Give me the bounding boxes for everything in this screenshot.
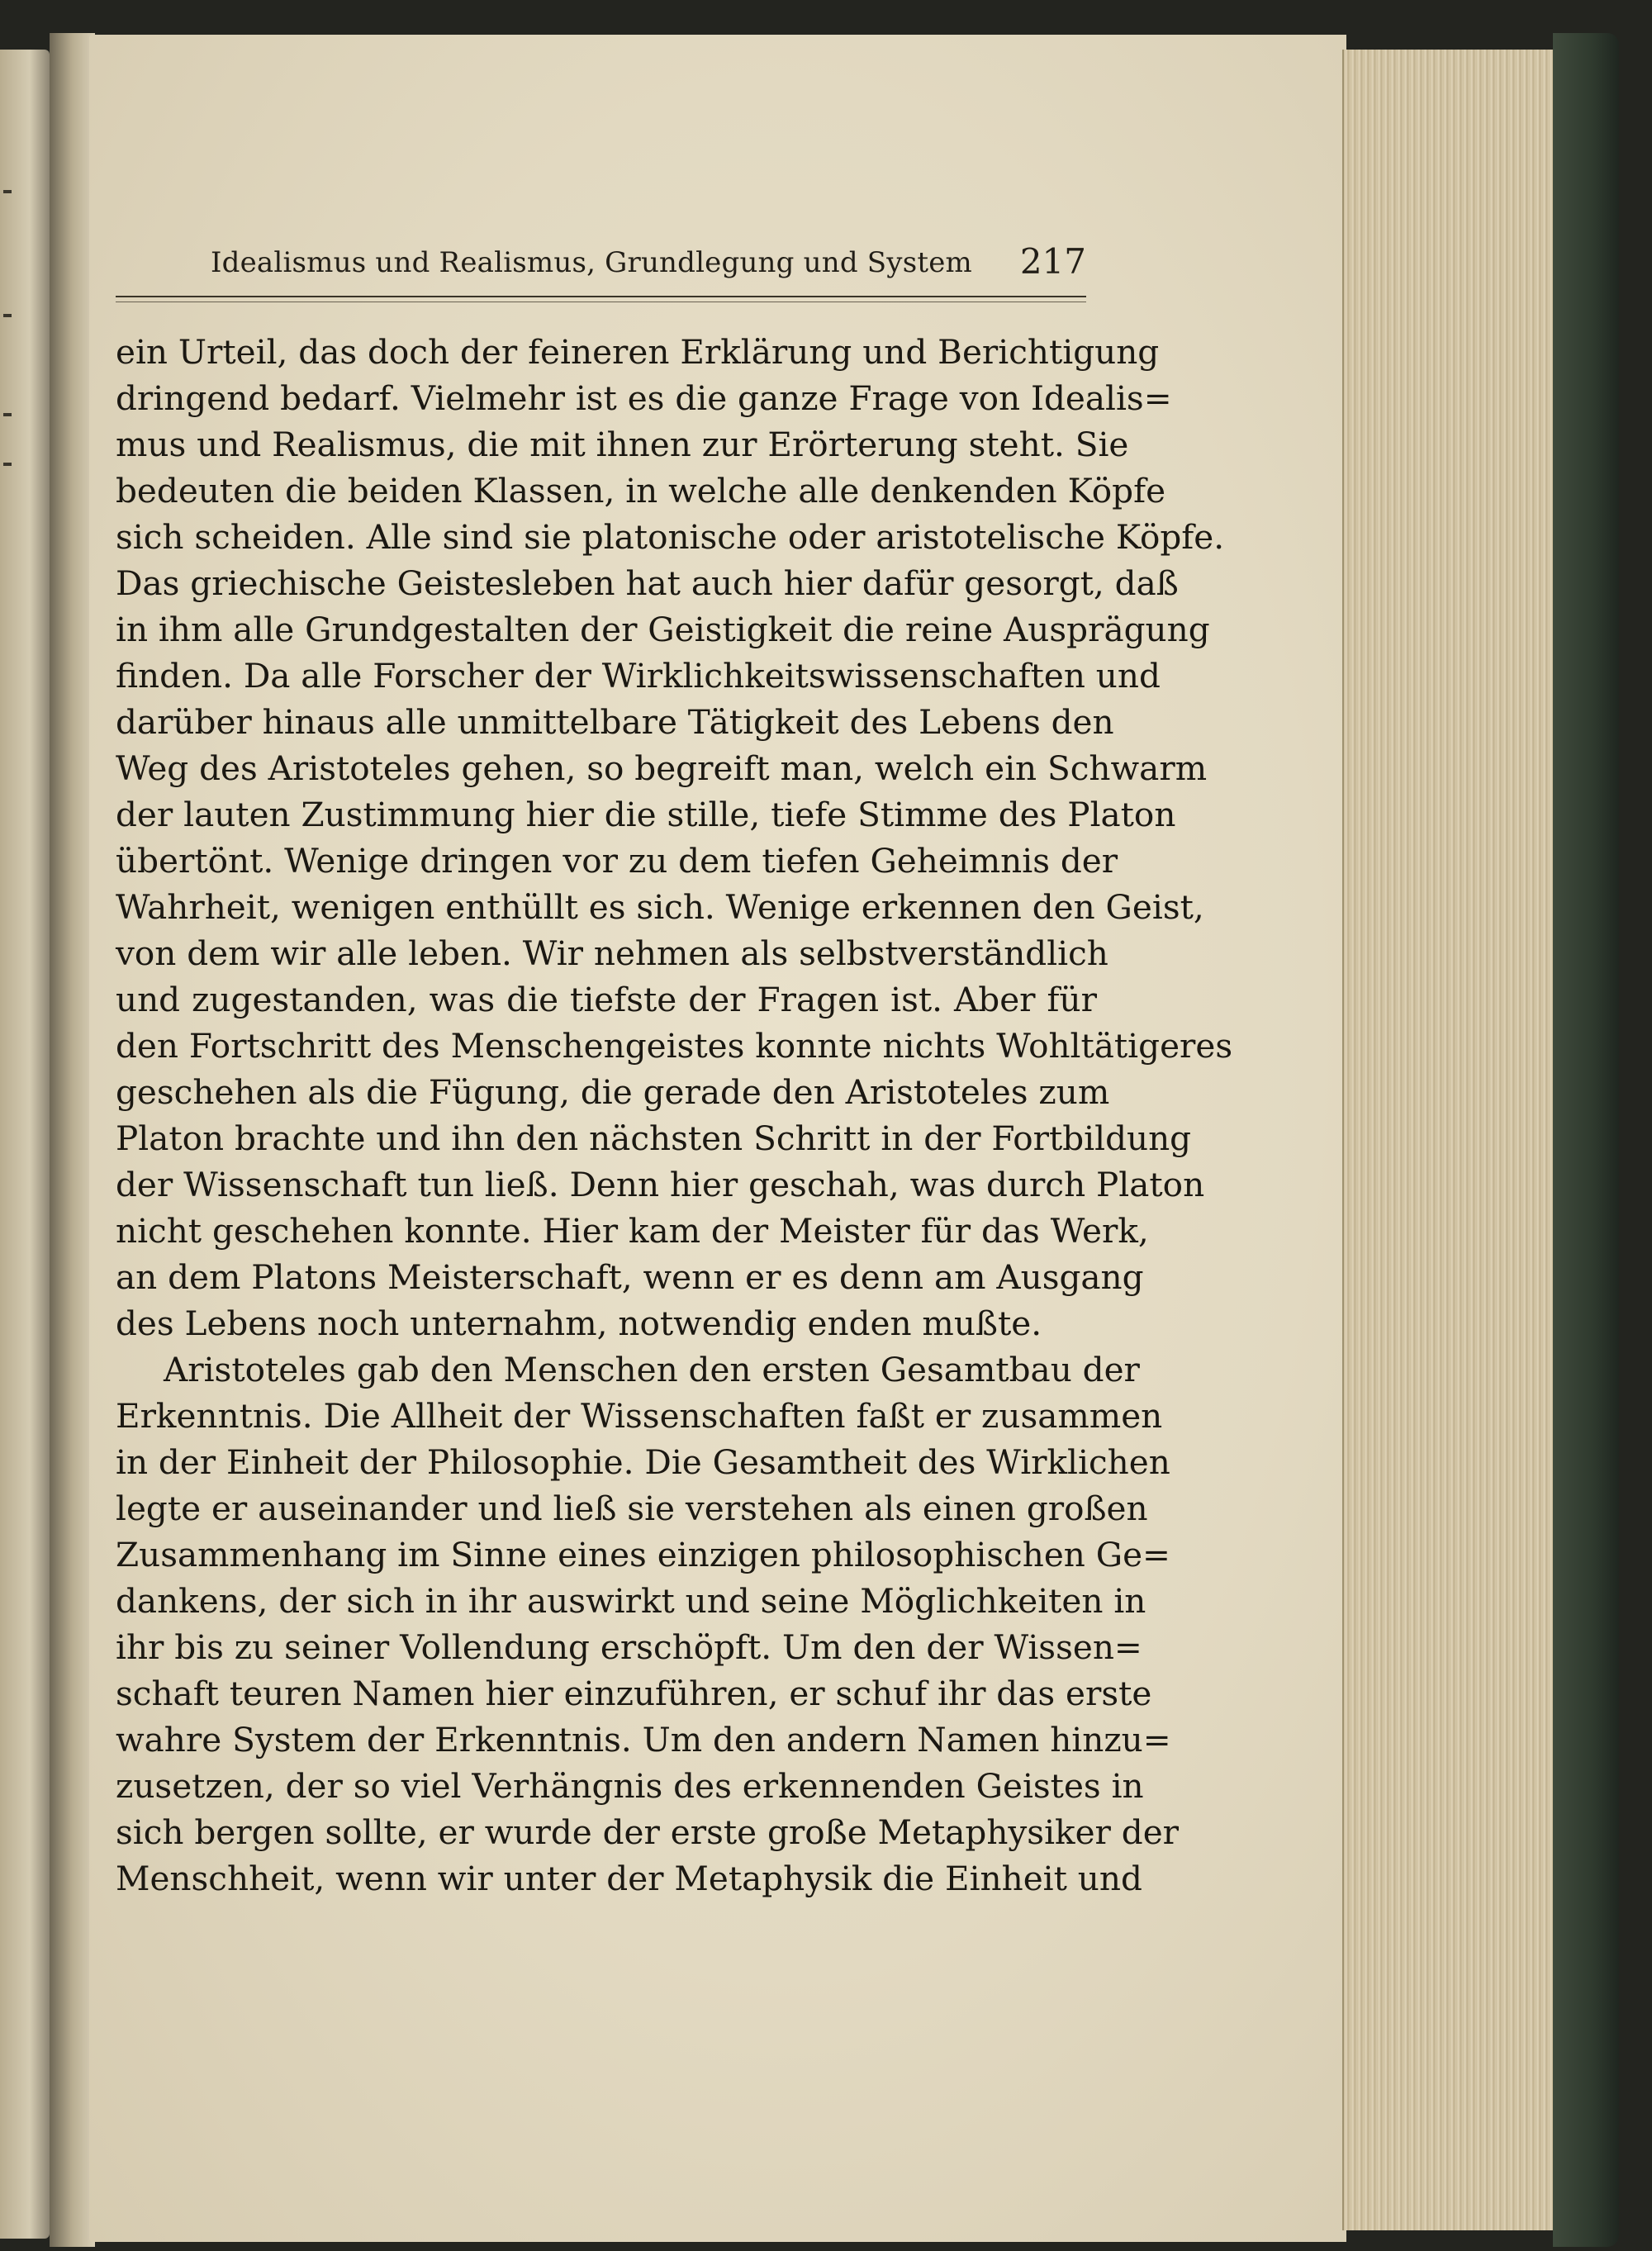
text-line: der Wissenschaft tun ließ. Denn hier geschah, was durch Platon <box>116 1165 1205 1204</box>
paragraph <box>116 1346 1180 1902</box>
text-line: darüber hinaus alle unmittelbare Tätigkeit des Lebens den <box>116 702 1114 742</box>
text-line: ihr bis zu seiner Vollendung erschöpft. Um den der Wissen= <box>116 1627 1142 1667</box>
text-line: sich scheiden. Alle sind sie platonische oder aristotelische Köpfe. <box>116 517 1225 557</box>
text-line: Zusammenhang im Sinne eines einzigen philosophischen Ge= <box>116 1535 1170 1574</box>
body-text <box>116 329 1233 1981</box>
text-line: sich bergen sollte, er wurde der erste große Metaphysiker der <box>116 1812 1180 1852</box>
text-line: geschehen als die Fügung, die gerade den Aristoteles zum <box>116 1072 1110 1112</box>
text-line: bedeuten die beiden Klassen, in welche alle denkenden Köpfe <box>116 471 1166 511</box>
text-line: der lauten Zustimmung hier die stille, tiefe Stimme des Platon <box>116 795 1176 834</box>
text-line: übertönt. Wenige dringen vor zu dem tiefen Geheimnis der <box>116 841 1118 881</box>
text-line: zusetzen, der so viel Verhängnis des erkennenden Geistes in <box>116 1766 1144 1806</box>
text-line: mus und Realismus, die mit ihnen zur Erörterung steht. Sie <box>116 425 1129 464</box>
text-line: und zugestanden, was die tiefste der Fragen ist. Aber für <box>116 980 1097 1019</box>
text-line: an dem Platons Meisterschaft, wenn er es denn am Ausgang <box>116 1257 1144 1297</box>
text-line: in ihm alle Grundgestalten der Geistigkeit die reine Ausprägung <box>116 610 1210 649</box>
text-line: Wahrheit, wenigen enthüllt es sich. Wenige erkennen den Geist, <box>116 887 1204 927</box>
running-title: Idealismus und Realismus, Grundlegung und System <box>211 246 972 279</box>
page-header <box>211 241 1086 291</box>
text-line: dringend bedarf. Vielmehr ist es die ganze Frage von Idealis= <box>116 378 1172 418</box>
text-line: dankens, der sich in ihr auswirkt und seine Möglichkeiten in <box>116 1581 1146 1621</box>
text-line: Platon brachte und ihn den nächsten Schritt in der Fortbildung <box>116 1118 1192 1158</box>
print-mark <box>3 314 12 317</box>
text-line: Erkenntnis. Die Allheit der Wissenschaften faßt er zusammen <box>116 1396 1163 1436</box>
book-cover <box>1553 33 1619 2247</box>
text-line: in der Einheit der Philosophie. Die Gesamtheit des Wirklichen <box>116 1442 1170 1482</box>
print-mark <box>3 190 12 193</box>
text-line: von dem wir alle leben. Wir nehmen als selbstverständlich <box>116 933 1108 973</box>
previous-page-edge <box>0 50 50 2239</box>
text-line: nicht geschehen konnte. Hier kam der Meister für das Werk, <box>116 1211 1149 1251</box>
text-line: ein Urteil, das doch der feineren Erklärung und Berichtigung <box>116 332 1160 372</box>
text-line: wahre System der Erkenntnis. Um den andern Namen hinzu= <box>116 1720 1171 1759</box>
text-line: Aristoteles gab den Menschen den ersten Gesamtbau der <box>164 1350 1140 1389</box>
book-gutter <box>50 33 95 2247</box>
header-rule <box>116 296 1086 297</box>
page-block-edges <box>1342 50 1555 2230</box>
text-line: Menschheit, wenn wir unter der Metaphysik die Einheit und <box>116 1859 1142 1898</box>
paragraph <box>116 329 1233 1346</box>
text-line: Das griechische Geistesleben hat auch hier dafür gesorgt, daß <box>116 563 1179 603</box>
text-line: Weg des Aristoteles gehen, so begreift man, welch ein Schwarm <box>116 748 1208 788</box>
text-line: des Lebens noch unternahm, notwendig enden mußte. <box>116 1304 1042 1343</box>
text-line: den Fortschritt des Menschengeistes konnte nichts Wohltätigeres <box>116 1026 1233 1066</box>
page-number: 217 <box>1019 241 1086 282</box>
text-line: finden. Da alle Forscher der Wirklichkeitswissenschaften und <box>116 656 1161 696</box>
text-line: schaft teuren Namen hier einzuführen, er schuf ihr das erste <box>116 1674 1152 1713</box>
print-mark <box>3 463 12 466</box>
text-line: legte er auseinander und ließ sie verstehen als einen großen <box>116 1489 1148 1528</box>
print-mark <box>3 413 12 416</box>
